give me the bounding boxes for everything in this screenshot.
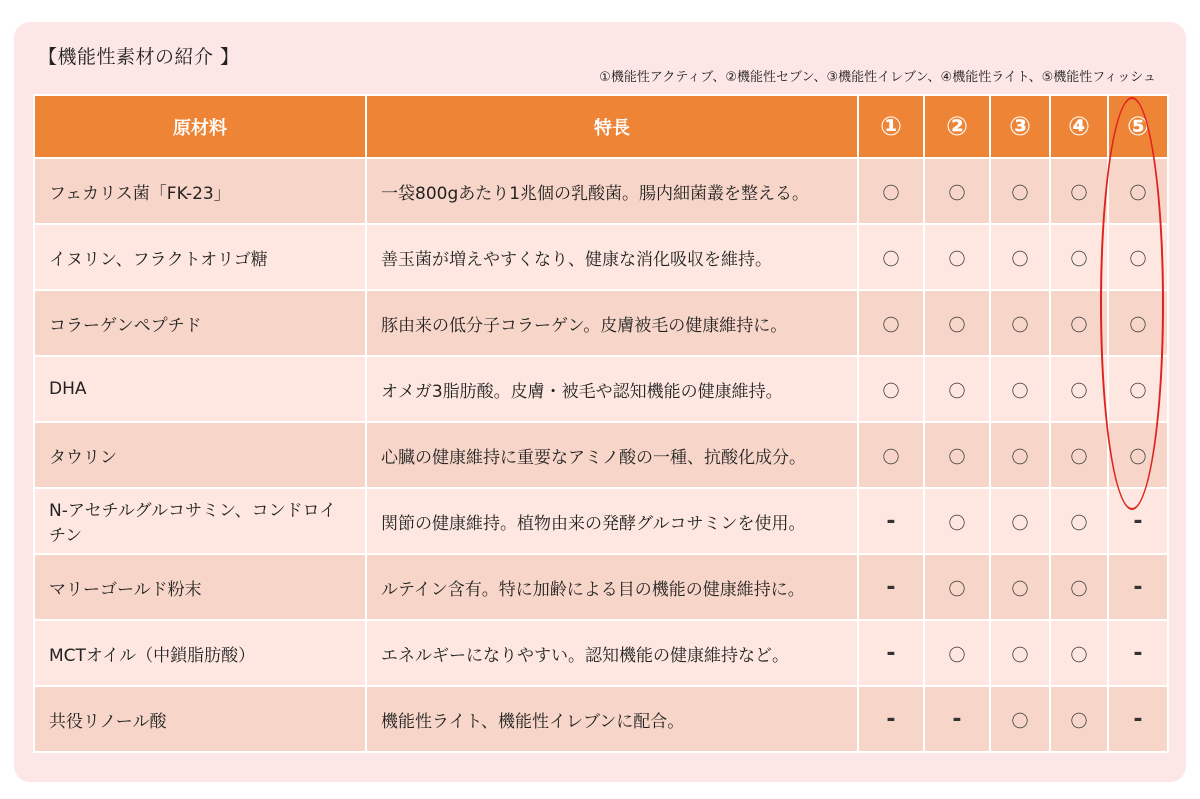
header-product-4: ④ (1050, 95, 1108, 158)
product-1-mark: 〇 (858, 290, 924, 356)
table-row (34, 620, 1168, 686)
table-row (34, 224, 1168, 290)
feature-cell: エネルギーになりやすい。認知機能の健康維持など。 (366, 620, 858, 686)
material-cell: MCTオイル（中鎖脂肪酸） (34, 620, 366, 686)
product-2-mark: 〇 (924, 356, 990, 422)
product-3-mark: 〇 (990, 488, 1050, 554)
feature-cell: 心臓の健康維持に重要なアミノ酸の一種、抗酸化成分。 (366, 422, 858, 488)
material-cell: マリーゴールド粉末 (34, 554, 366, 620)
feature-cell: 関節の健康維持。植物由来の発酵グルコサミンを使用。 (366, 488, 858, 554)
material-cell: イヌリン、フラクトオリゴ糖 (34, 224, 366, 290)
feature-cell: オメガ3脂肪酸。皮膚・被毛や認知機能の健康維持。 (366, 356, 858, 422)
header-feature: 特長 (366, 95, 858, 158)
material-cell: N-アセチルグルコサミン、コンドロイチン (34, 488, 366, 554)
feature-cell: ルテイン含有。特に加齢による目の機能の健康維持に。 (366, 554, 858, 620)
material-cell: 共役リノール酸 (34, 686, 366, 752)
material-cell: コラーゲンペプチド (34, 290, 366, 356)
material-cell: タウリン (34, 422, 366, 488)
product-5-mark: 〇 (1108, 290, 1168, 356)
product-3-mark: 〇 (990, 224, 1050, 290)
material-cell: フェカリス菌「FK-23」 (34, 158, 366, 224)
product-5-mark: - (1108, 620, 1168, 686)
product-4-mark: 〇 (1050, 620, 1108, 686)
header-product-3: ③ (990, 95, 1050, 158)
product-2-mark: 〇 (924, 620, 990, 686)
product-4-mark: 〇 (1050, 356, 1108, 422)
product-5-mark: - (1108, 554, 1168, 620)
table-header-row (34, 95, 1168, 158)
product-5-mark: 〇 (1108, 356, 1168, 422)
table-row (34, 158, 1168, 224)
product-2-mark: 〇 (924, 158, 990, 224)
section-title: 【機能性素材の紹介 】 (38, 46, 240, 68)
product-2-mark: 〇 (924, 224, 990, 290)
product-3-mark: 〇 (990, 554, 1050, 620)
product-2-mark: 〇 (924, 290, 990, 356)
product-4-mark: 〇 (1050, 554, 1108, 620)
product-4-mark: 〇 (1050, 686, 1108, 752)
product-3-mark: 〇 (990, 686, 1050, 752)
product-5-mark: - (1108, 686, 1168, 752)
product-1-mark: 〇 (858, 224, 924, 290)
table-row (34, 422, 1168, 488)
product-1-mark: - (858, 620, 924, 686)
product-2-mark: 〇 (924, 422, 990, 488)
product-1-mark: - (858, 488, 924, 554)
table-row (34, 686, 1168, 752)
table-body (34, 158, 1168, 752)
product-3-mark: 〇 (990, 290, 1050, 356)
product-3-mark: 〇 (990, 356, 1050, 422)
feature-cell: 善玉菌が増えやすくなり、健康な消化吸収を維持。 (366, 224, 858, 290)
product-1-mark: 〇 (858, 158, 924, 224)
product-1-mark: - (858, 686, 924, 752)
table-row (34, 488, 1168, 554)
table-row (34, 356, 1168, 422)
product-5-mark: 〇 (1108, 158, 1168, 224)
product-legend: ①機能性アクティブ、②機能性セブン、③機能性イレブン、④機能性ライト、⑤機能性フィッシュ (599, 70, 1156, 85)
product-3-mark: 〇 (990, 158, 1050, 224)
product-4-mark: 〇 (1050, 290, 1108, 356)
feature-cell: 機能性ライト、機能性イレブンに配合。 (366, 686, 858, 752)
product-4-mark: 〇 (1050, 488, 1108, 554)
table-row (34, 554, 1168, 620)
product-1-mark: 〇 (858, 422, 924, 488)
product-4-mark: 〇 (1050, 158, 1108, 224)
product-3-mark: 〇 (990, 620, 1050, 686)
product-5-mark: 〇 (1108, 422, 1168, 488)
material-cell: DHA (34, 356, 366, 422)
product-1-mark: 〇 (858, 356, 924, 422)
header-product-1: ① (858, 95, 924, 158)
table-row (34, 290, 1168, 356)
product-2-mark: - (924, 686, 990, 752)
materials-table (33, 94, 1169, 753)
product-2-mark: 〇 (924, 488, 990, 554)
product-5-mark: 〇 (1108, 224, 1168, 290)
header-product-5: ⑤ (1108, 95, 1168, 158)
product-3-mark: 〇 (990, 422, 1050, 488)
product-1-mark: - (858, 554, 924, 620)
product-5-mark: - (1108, 488, 1168, 554)
header-product-2: ② (924, 95, 990, 158)
header-material: 原材料 (34, 95, 366, 158)
product-2-mark: 〇 (924, 554, 990, 620)
product-4-mark: 〇 (1050, 422, 1108, 488)
feature-cell: 豚由来の低分子コラーゲン。皮膚被毛の健康維持に。 (366, 290, 858, 356)
product-4-mark: 〇 (1050, 224, 1108, 290)
feature-cell: 一袋800gあたり1兆個の乳酸菌。腸内細菌叢を整える。 (366, 158, 858, 224)
